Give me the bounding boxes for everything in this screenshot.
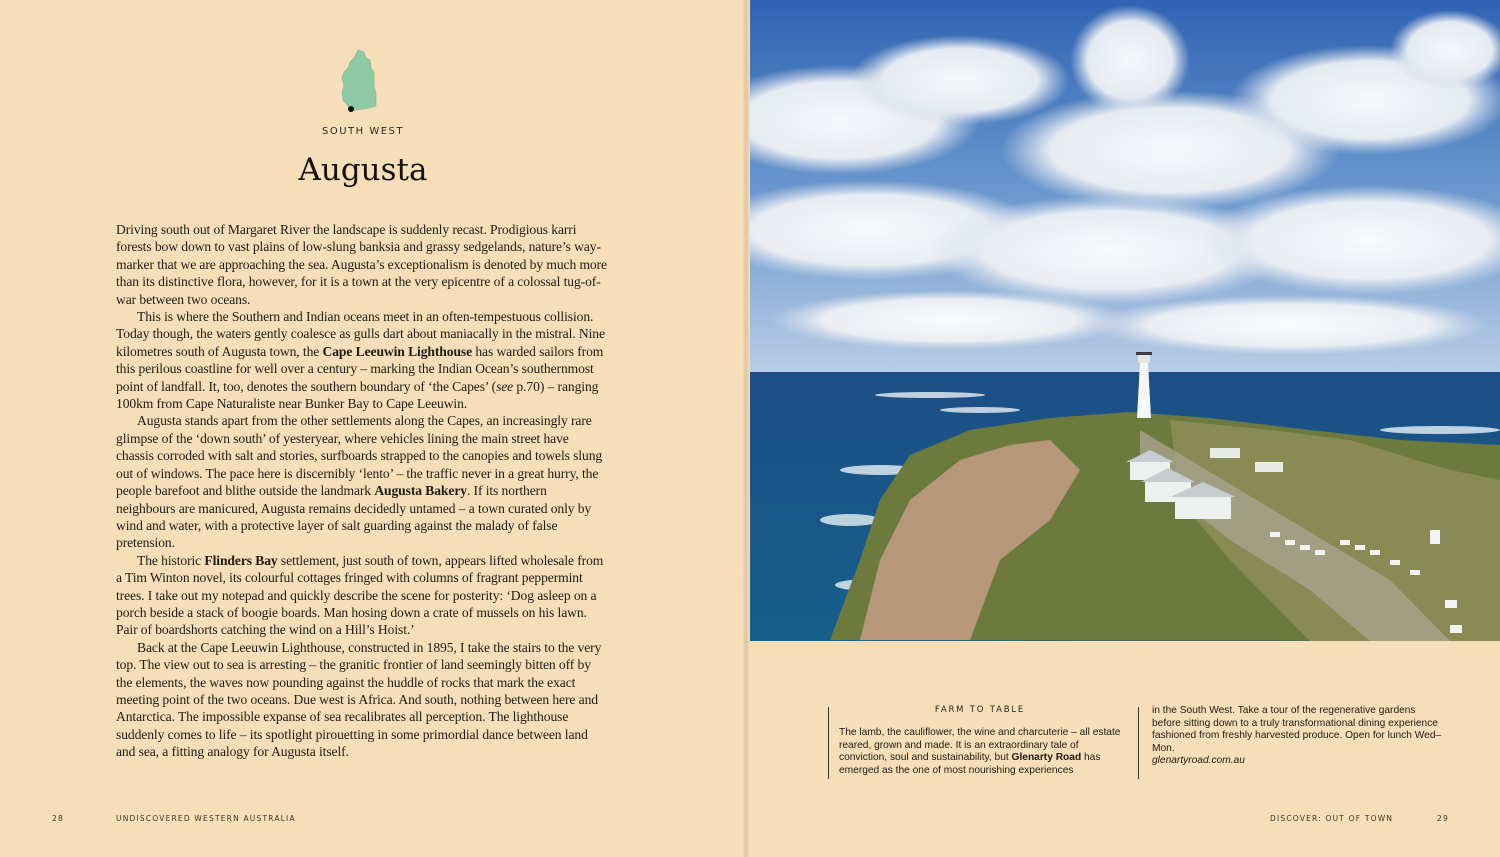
- paragraph-4: The historic Flinders Bay settlement, just south of town, appears lifted wholesale from a Tim Winton novel, its colourful cottages fringed with columns of fragrant peppermint trees. I take out my notepad and quickly describe the scene for posterity: ‘Dog asleep on a porch beside a stack of boogie boards. Man hosing down a crate of mussels on his lawn. Pair of boardshorts catching the wind on a Hill’s Hoist.’: [116, 552, 604, 638]
- paragraph-5: Back at the Cape Leeuwin Lighthouse, constructed in 1895, I take the stairs to the very top. The view out to sea is arresting – the granitic frontier of land seemingly bitten off by the elements, the waves now pounding against the huddle of rocks that mark the exact meeting point of the two oceans. Due west is Africa. And south, nothing between here and Antarctica. The impossible expanse of sea recalibrates all perception. The lighthouse suddenly comes to life – its spotlight pirouetting in some primordial dance between land and sea, a fitting analogy for Augusta itself.: [116, 639, 602, 760]
- article-body: [116, 221, 608, 761]
- lighthouse-photo: [750, 0, 1500, 641]
- running-head-right: DISCOVER: OUT OF TOWN: [1270, 814, 1394, 823]
- running-head-left: UNDISCOVERED WESTERN AUSTRALIA: [116, 814, 296, 823]
- western-australia-map-icon: [334, 48, 384, 116]
- sidebar-column-right: in the South West. Take a tour of the regenerative gardens before sitting down to a truly transformational dining experience fashioned from freshly harvested produce. Open for lunch Wed–Mon. glenartyroad.com.au: [1152, 705, 1442, 767]
- paragraph-2: This is where the Southern and Indian oceans meet in an often-tempestuous collision. Today though, the waters gently coalesce as gulls dart about maniacally in the mistral. Nine kilometres south of Augusta town, the Cape Leeuwin Lighthouse has warded sailors from this perilous coastline for well over a century – marking the Indian Ocean’s southernmost point of landfall. It, too, denotes the southern boundary of ‘the Capes’ (see p.70) – ranging 100km from Cape Naturaliste near Bunker Bay to Cape Leeuwin.: [116, 309, 605, 412]
- website-link[interactable]: glenartyroad.com.au: [1152, 755, 1245, 767]
- page-number-left: 28: [52, 814, 64, 823]
- place-name-bold: Augusta Bakery: [374, 483, 467, 499]
- region-label: SOUTH WEST: [321, 126, 404, 137]
- book-gutter: [742, 0, 750, 857]
- sidebar-rule-middle: [1138, 707, 1139, 779]
- paragraph-1: Driving south out of Margaret River the landscape is suddenly recast. Prodigious karri forests bow down to vast plains of low-slung banksia and grassy sedgelands, nature’s way-marker that we are approaching the sea. Augusta’s exceptionalism is denoted by much more than its distinctive flora, however, for it is a town at the very epicentre of a colossal tug-of-war between two oceans.: [116, 222, 607, 307]
- sidebar-heading: FARM TO TABLE: [934, 705, 1026, 715]
- place-name-bold: Cape Leeuwin Lighthouse: [322, 343, 473, 359]
- sidebar-column-left: The lamb, the cauliflower, the wine and charcuterie – all estate reared, grown and made. It is an extraordinary tale of conviction, soul and sustainability, but Glenarty Road has emerged as the one of most nourishing experiences: [839, 727, 1121, 776]
- location-pin-icon: [348, 106, 354, 112]
- sidebar-rule-left: [828, 707, 829, 779]
- paragraph-3: Augusta stands apart from the other settlements along the Capes, an increasingly rare glimpse of the ‘down south’ of yesteryear, where vehicles lining the main street have chassis corroded with salt and stories, surfboards strapped to the canopies and towels slung out of windows. The pace here is discernibly ‘lento’ – the traffic never in a great hurry, the people barefoot and blithe outside the landmark Augusta Bakery. If its northern neighbours are manicured, Augusta remains decidedly untamed – a town curated only by wind and water, with a protective layer of salt guarding against the malady of false pretension.: [116, 413, 603, 551]
- place-name-bold: Flinders Bay: [204, 552, 278, 568]
- page-number-right: 29: [1437, 814, 1449, 823]
- page-title: Augusta: [298, 152, 428, 188]
- venue-name-bold: Glenarty Road: [1011, 752, 1082, 764]
